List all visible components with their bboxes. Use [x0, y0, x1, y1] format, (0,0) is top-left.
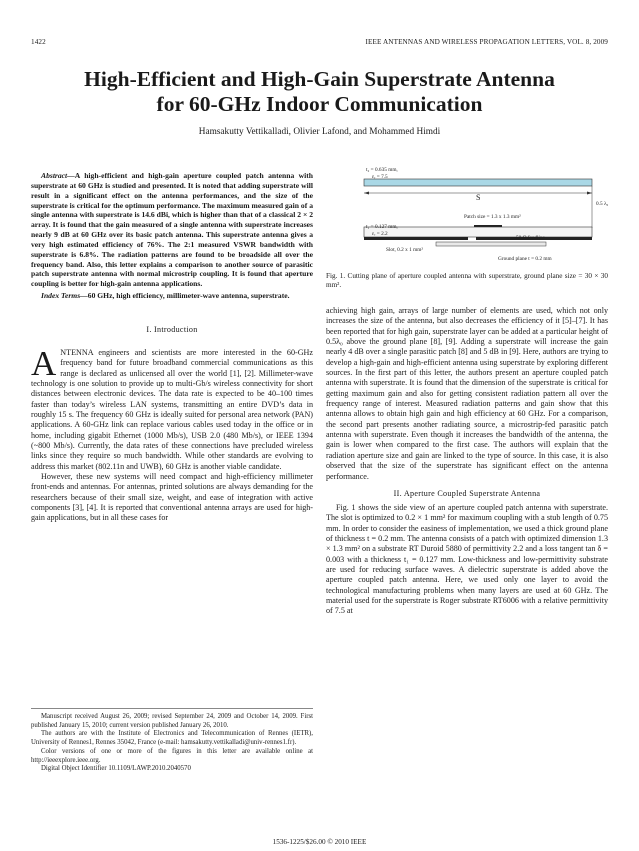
section-2-heading: II. Aperture Coupled Superstrate Antenna [393, 488, 541, 498]
s-arrow-left [364, 192, 369, 195]
ground-plane-left [364, 237, 468, 240]
intro-paragraph-2: However, these new systems will need compact and high-efficiency millimeter front-ends and antennas. For antennas, printed solutions are always demanding for the researchers because of their small size, weight, and ease of integration with active components [3], [4]. It is reported that conventional antenna arrays are used for high-gain applications, but in all these cases for [31, 472, 313, 523]
footnote-affiliation: The authors are with the Institute of Electronics and Telecommunication of Rennes (IETR), University of Rennes1, Rennes 35042, France (e-mail: hamsakutty.vettikalladi@univ-rennes1.fr). [31, 730, 313, 747]
patch-label: Patch size = 1.3 x 1.3 mm² [464, 214, 521, 220]
half-lambda-label: 0.5 λ₀ [596, 201, 608, 207]
intro-paragraph-1-text: NTENNA engineers and scientists are more interested in the 60-GHz frequency band for future broadband commercial communications as this range is declared as unlicensed all over the world [1], [2]. Millimeter-wave technology is one solution to provide up to multi-Gb/s wireless connectivity for short distances between electronic devices. The data rate is expected to be 40–100 times faster than today’s wireless LAN systems, transmitting an entire DVD’s data in roughly 15 s. The frequency 60 GHz is ideally suited for personal area network (PAN) applications. A 60-GHz link can replace various cables used today in the office or in home, including gigabit Ethernet (1000 Mb/s), USB 2.0 (480 Mb/s), or IEEE 1394 (~800 Mb/s). Currently, the data rates of these connections have precluded wireless links since they require so much bandwidth. While other standards are evolving to address this market (802.11n and UWB), 60 GHz is another viable candidate. [31, 347, 313, 471]
feedline [436, 242, 546, 246]
ground-plane-label: Ground plane t = 0.2 mm [498, 256, 552, 262]
index-terms-label: Index Terms— [41, 291, 88, 301]
substrate-layer [364, 227, 592, 237]
figure-1-caption: Fig. 1. Cutting plane of aperture coupled antenna with superstrate, ground plane size = 30 × 30 mm². [326, 272, 608, 290]
s-label: S [476, 193, 481, 202]
abstract [31, 171, 313, 289]
paper-title [0, 67, 639, 117]
index-terms [31, 291, 313, 301]
footnote-received: Manuscript received August 26, 2009; revised September 24, 2009 and October 14, 2009. First published January 15, 2010; current version published January 26, 2010. [31, 713, 313, 729]
abstract-text: A high-efficient and high-gain aperture coupled patch antenna with superstrate at 60 GHz is studied and presented. It is noted that adding superstrate will result in a significant effect on the antenna performances, and the size of the superstrate is critical for the optimum performance. The maximum measured gain of a single antenna with superstrate is 14.6 dBi, which is higher than that of a classical 2 × 2 array. It is found that the gain measured of a single antenna with superstrate increases nearly 9 dB at 60 GHz over its basic patch antenna. This superstrate antenna gives a very high estimated efficiency of 76%. The 2:1 measured VSWR bandwidth with superstrate is 6.8%. The radiation patterns are found to be broadside all over the frequency band. Also, this letter explains a comparison to another source of parasitic patch superstrate antenna with normal microstrip coupling. It is found that aperture coupling is better for high-gain antenna applications. [31, 171, 313, 289]
page-number: 1422 [31, 38, 46, 46]
feedline-label: 50 Ω feedline [516, 235, 545, 241]
title-line-2: for 60-GHz Indoor Communication [156, 92, 483, 116]
index-terms-text: 60 GHz, high efficiency, millimeter-wave antenna, superstrate. [87, 291, 290, 301]
slot-label: Slot, 0.2 x 1 mm² [386, 247, 423, 253]
footnote-doi: Digital Object Identifier 10.1109/LAWP.2010.2040570 [41, 765, 191, 773]
journal-header: IEEE ANTENNAS AND WIRELESS PROPAGATION LETTERS, VOL. 8, 2009 [365, 38, 608, 46]
t2-label: t₂ = 0.635 mm, [366, 167, 398, 173]
section-2-paragraph-1: Fig. 1 shows the side view of an aperture coupled patch antenna with superstrate. The slot is optimized to 0.2 × 1 mm² for maximum coupling with a stub length of 0.75 mm. In order to consider the easiness of implementation, we used a thick ground plane of thickness t = 0.2 mm. The antenna consists of a patch with optimized dimension 1.3 × 1.3 mm² on a substrate RT Duroid 5880 of permittivity 2.2 and a loss tangent tan δ = 0.003 with a thickness t₁ = 0.127 mm. Low-thickness and low-permittivity substrate are used for reducing surface waves. A dielectric superstrate is added above the aperture coupled patch antenna. Here, we used only one layer to avoid the technological manufacturing problems when many layers are used at 60 GHz. The material used for the superstrate is Roger substrate RT6006 with a relative permittivity of 7.5 at [326, 502, 608, 616]
intro-paragraph-1 [31, 343, 313, 472]
author-list: Hamsakutty Vettikalladi, Olivier Lafond, and Mohammed Himdi [198, 127, 441, 137]
section-1-heading: I. Introduction [146, 324, 198, 334]
copyright-footer: 1536-1225/$26.00 © 2010 IEEE [272, 838, 367, 846]
right-column [326, 306, 608, 617]
dropcap: A [31, 343, 57, 383]
figure-1-diagram [326, 162, 608, 274]
s-arrow-right [587, 192, 592, 195]
patch [474, 225, 502, 227]
er2-label: εᵣ = 7.5 [372, 174, 388, 180]
footnote [31, 708, 313, 774]
superstrate-layer [364, 179, 592, 186]
title-line-1: High-Efficient and High-Gain Superstrate Antenna [84, 67, 555, 91]
abstract-label: Abstract— [41, 171, 75, 180]
footnote-color: Color versions of one or more of the figures in this letter are available online at http://ieeexplore.ieee.org. [31, 747, 313, 764]
left-column [31, 171, 313, 524]
right-paragraph-1: achieving high gain, arrays of large number of elements are used, which not only increases the size of the antenna, but also decreases the efficiency of it [5]–[7]. It has been reported that for high gain, superstrate layer can be added at a particular height of 0.5λ₀ above the ground plane [8], [9]. Adding a superstrate will increase the gain nearly 4 dB over a single parasitic patch [8] and 5 dB in [9]. Here, authors are trying to develop a high-gain and high-efficient antenna using superstrate by exploring different sources. In the first part of this letter, the authors present an aperture coupled patch antenna with superstrate. It is found that the dimension of the superstrate is critical for getting maximum gain and also for getting consistent radiation pattern all over the frequency range of interest. Measured radiation patterns and gain show that this antenna allows to obtain high gain and high efficiency at 60 GHz. For a comparison, the second part presents another radiating source, a microstrip-fed parasitic patch antenna with superstrate. Even though it increases the bandwidth of the antenna, the gain is lower when compared to the first case. The authors will explain that the radiation aperture size and gain are linked to the type of source. In this case, it is also observed that the size of the superstrate has significant effect on the antenna performance. [326, 306, 608, 481]
er1-label: εᵣ = 2.2 [372, 231, 388, 237]
t1-label: t₁ = 0.127 mm, [366, 224, 398, 230]
